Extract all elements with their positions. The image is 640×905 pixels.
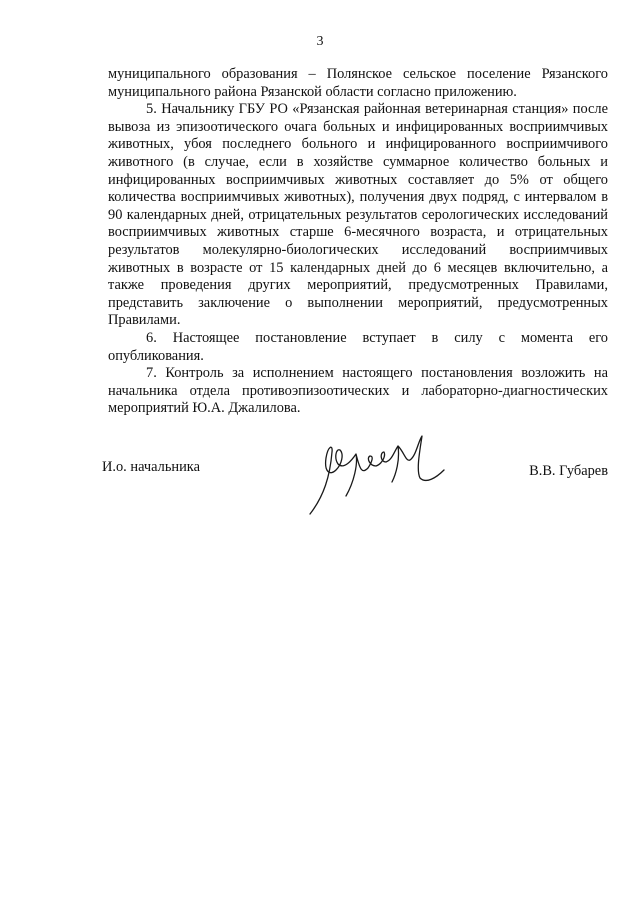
- document-body: [108, 66, 608, 418]
- paragraph-item-7: 7. Контроль за исполнением настоящего постановления возложить на начальника отдела противоэпизоотических и лабораторно-диагностических мероприятий Ю.А. Джалилова.: [108, 365, 608, 417]
- page-number: 3: [316, 34, 324, 49]
- signatory-position: И.о. начальника: [102, 459, 200, 475]
- signatory-name: В.В. Губарев: [529, 463, 608, 479]
- paragraph-continuation: муниципального образования – Полянское сельское поселение Рязанского муниципального района Рязанской области согласно приложению.: [108, 66, 608, 100]
- paragraph-item-6: 6. Настоящее постановление вступает в силу с момента его опубликования.: [108, 329, 608, 364]
- signature-icon: [300, 430, 450, 520]
- paragraph-item-5: 5. Начальнику ГБУ РО «Рязанская районная ветеринарная станция» после вывоза из эпизоотического очага больных и инфицированных восприимчивых животных, убоя последнего больного и инфицированного восприимчивого животного (в случае, если в хозяйстве суммарное количество больных и инфицированных восприимчивых животных составляет до 5% от общего количества восприимчивых животных), получения двух подряд, с интервалом в 90 календарных дней, отрицательных результатов серологических исследований восприимчивых животных старше 6-месячного возраста, и отрицательных результатов молекулярно-биологических исследований восприимчивых животных в возрасте от 15 календарных дней до 6 месяцев включительно, а также проведения других мероприятий, предусмотренных Правилами, представить заключение о выполнении мероприятий, предусмотренных Правилами.: [108, 101, 608, 329]
